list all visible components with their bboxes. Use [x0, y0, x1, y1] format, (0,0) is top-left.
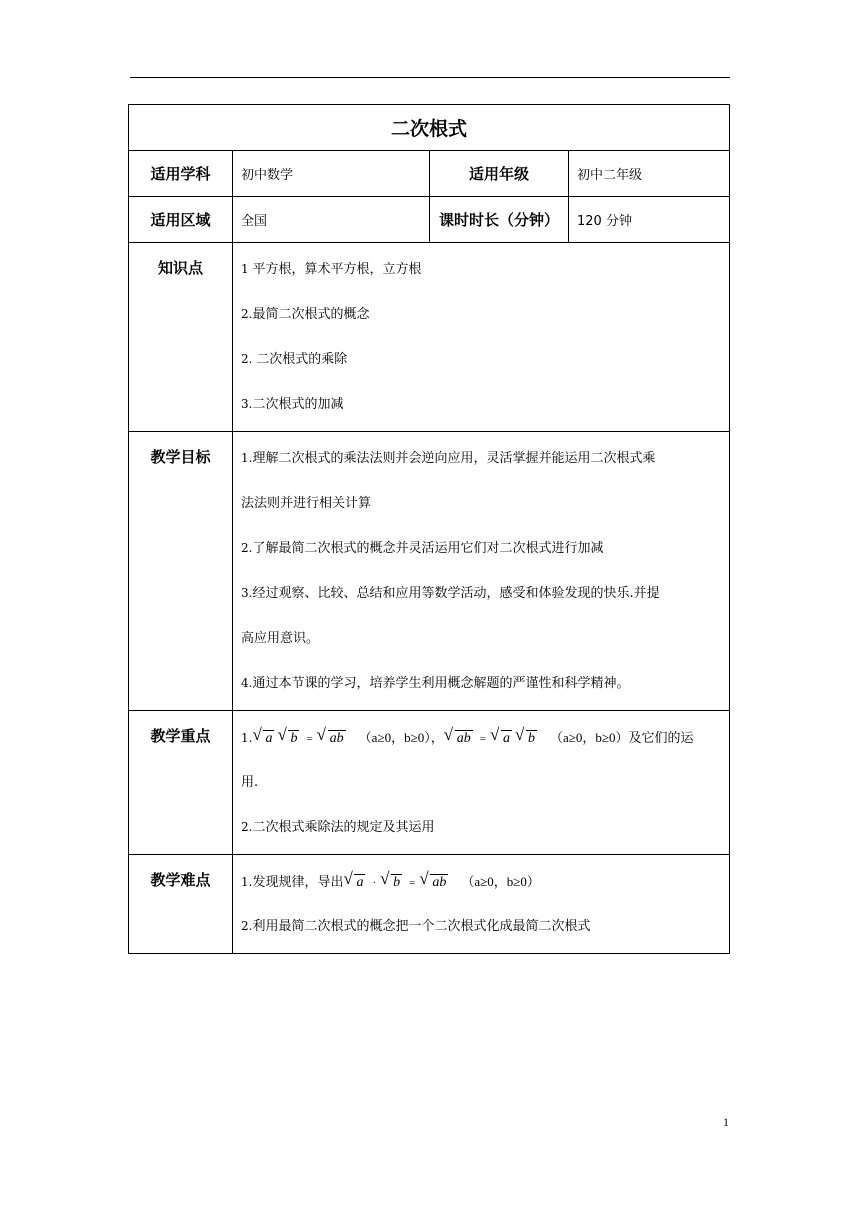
knowledge-list [233, 243, 730, 432]
formula: √ ab = √ a √ b [443, 725, 535, 746]
list-item: 1.发现规律，导出 √ a · √ b = √ ab （a≥0，b≥0） [241, 869, 540, 890]
formula: √ a · √ b = √ ab [343, 869, 447, 890]
list-item: 2. 二次根式的乘除 [241, 352, 348, 367]
page-number: 1 [723, 1115, 729, 1129]
list-item: 4.通过本节课的学习，培养学生利用概念解题的严谨性和科学精神。 [241, 676, 630, 691]
subject-value: 初中数学 [233, 151, 430, 197]
keypoints-list [233, 711, 730, 855]
list-item: 1. √ a √ b = √ ab （a≥0，b≥0）， √ ab = √ a √ b （a≥0，b≥0）及它们的运 [241, 725, 694, 746]
duration-label: 课时时长（分钟） [430, 197, 569, 243]
formula: √ a √ b = √ ab [252, 725, 344, 746]
lesson-plan-table [128, 104, 730, 954]
list-item: 1 平方根，算术平方根，立方根 [241, 262, 422, 277]
difficulties-list [233, 855, 730, 954]
list-item: 3.二次根式的加减 [241, 397, 344, 412]
duration-value: 120 分钟 [569, 197, 730, 243]
grade-value: 初中二年级 [569, 151, 730, 197]
knowledge-label: 知识点 [129, 243, 233, 432]
grade-label: 适用年级 [430, 151, 569, 197]
list-item: 2.了解最简二次根式的概念并灵活运用它们对二次根式进行加减 [241, 541, 604, 556]
list-item: 2.利用最简二次根式的概念把一个二次根式化成最简二次根式 [241, 919, 591, 934]
difficulties-label: 教学难点 [129, 855, 233, 954]
subject-label: 适用学科 [129, 151, 233, 197]
region-label: 适用区域 [129, 197, 233, 243]
list-item-continuation: 高应用意识。 [241, 631, 320, 646]
header-rule [130, 77, 730, 78]
list-item: 2.最简二次根式的概念 [241, 307, 370, 322]
list-item-continuation: 法法则并进行相关计算 [241, 496, 372, 511]
list-item: 2.二次根式乘除法的规定及其运用 [241, 820, 435, 835]
list-item-continuation: 用. [241, 775, 259, 790]
region-value: 全国 [233, 197, 430, 243]
list-item: 3.经过观察、比较、总结和应用等数学活动，感受和体验发现的快乐.并提 [241, 586, 660, 601]
objectives-label: 教学目标 [129, 432, 233, 711]
objectives-list [233, 432, 730, 711]
document-title: 二次根式 [129, 105, 730, 151]
list-item: 1.理解二次根式的乘法法则并会逆向应用，灵活掌握并能运用二次根式乘 [241, 451, 656, 466]
keypoints-label: 教学重点 [129, 711, 233, 855]
